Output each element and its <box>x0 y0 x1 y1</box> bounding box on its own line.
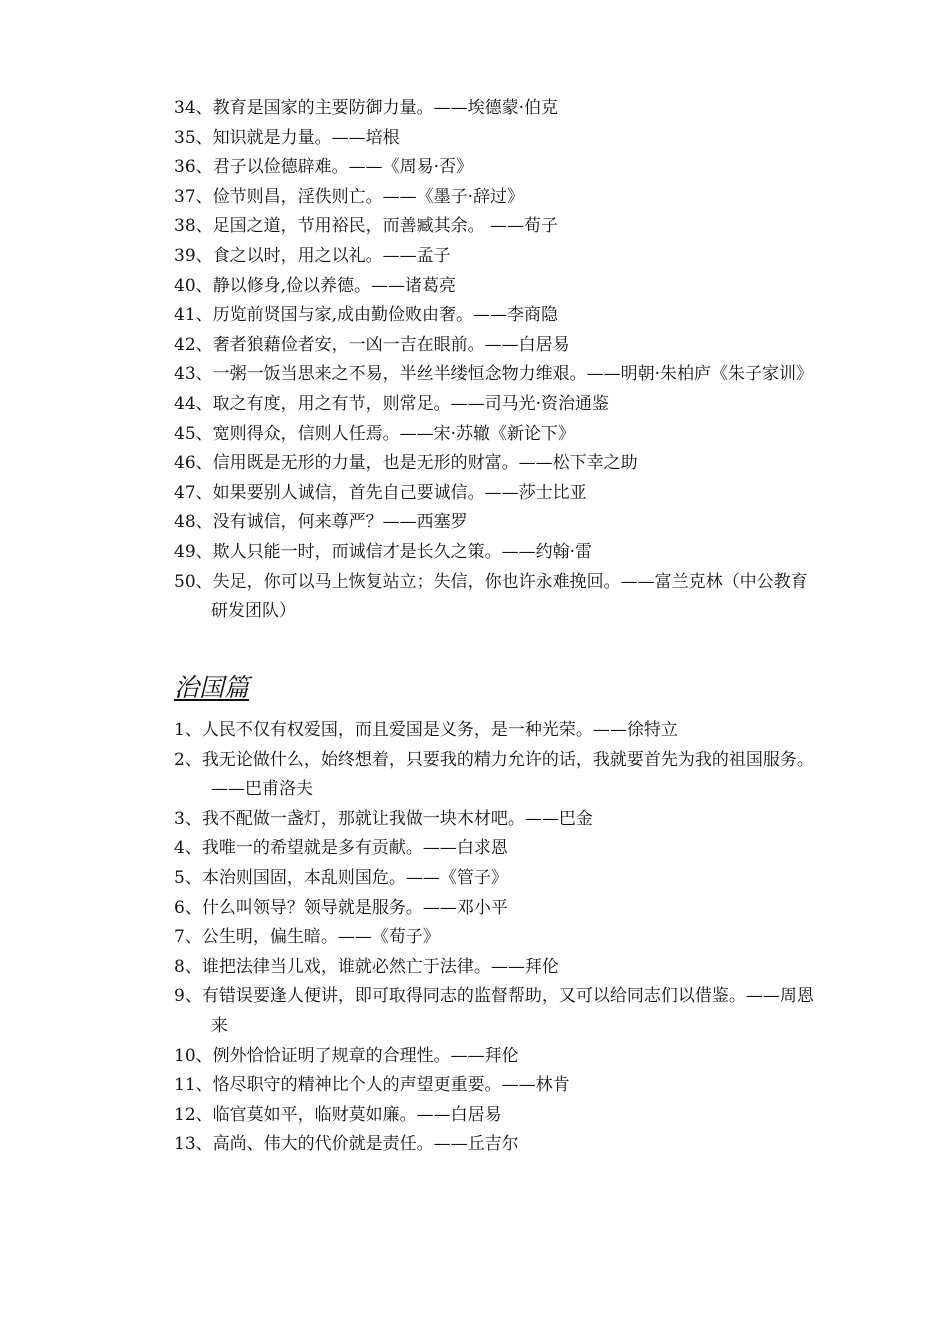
quote-item: 35、知识就是力量。——培根 <box>174 127 400 148</box>
section-heading: 治国篇 <box>174 673 250 702</box>
quote-item: 50、失足，你可以马上恢复站立；失信，你也许永难挽回。——富兰克林（中公教育研发团队） <box>174 571 808 622</box>
quote-item: 8、谁把法律当儿戏，谁就必然亡于法律。——拜伦 <box>174 956 559 977</box>
quote-item: 43、一粥一饭当思来之不易，半丝半缕恒念物力维艰。——明朝·朱柏庐《朱子家训》 <box>174 364 814 385</box>
quote-item: 4、我唯一的希望就是多有贡献。——白求恩 <box>174 838 508 859</box>
quote-item: 46、信用既是无形的力量，也是无形的财富。——松下幸之助 <box>174 453 638 474</box>
quote-list-continued <box>174 94 814 627</box>
quote-item: 39、食之以时，用之以礼。——孟子 <box>174 245 451 266</box>
quote-item: 48、没有诚信，何来尊严？——西塞罗 <box>174 512 468 533</box>
quote-item: 2、我无论做什么，始终想着，只要我的精力允许的话，我就要首先为我的祖国服务。——巴甫洛夫 <box>174 749 814 800</box>
quote-item: 9、有错误要逢人便讲，即可取得同志的监督帮助，又可以给同志们以借鉴。——周恩来 <box>174 986 814 1036</box>
quote-list-governance <box>174 716 814 1160</box>
quote-item: 47、如果要别人诚信，首先自己要诚信。——莎士比亚 <box>174 482 587 503</box>
quote-item: 45、宽则得众，信则人任焉。——宋·苏辙《新论下》 <box>174 423 576 444</box>
quote-item: 41、历览前贤国与家,成由勤俭败由奢。——李商隐 <box>174 305 559 326</box>
quote-item: 36、君子以俭德辟难。——《周易·否》 <box>174 157 474 178</box>
quote-item: 49、欺人只能一时，而诚信才是长久之策。——约翰·雷 <box>174 541 593 562</box>
quote-item: 40、静以修身,俭以养德。——诸葛亮 <box>174 275 457 296</box>
quote-item: 10、例外恰恰证明了规章的合理性。——拜伦 <box>174 1045 519 1066</box>
quote-item: 12、临官莫如平，临财莫如廉。——白居易 <box>174 1104 502 1125</box>
quote-item: 34、教育是国家的主要防御力量。——埃德蒙·伯克 <box>174 98 559 118</box>
quote-item: 38、足国之道，节用裕民，而善臧其余。 ——荀子 <box>174 216 559 237</box>
quote-item: 42、奢者狼藉俭者安，一凶一吉在眼前。——白居易 <box>174 334 570 355</box>
quote-item: 7、公生明，偏生暗。——《荀子》 <box>174 927 440 948</box>
quote-item: 5、本治则国固，本乱则国危。——《管子》 <box>174 867 508 888</box>
quote-item: 37、俭节则昌，淫佚则亡。——《墨子·辞过》 <box>174 186 525 207</box>
quote-item: 6、什么叫领导？领导就是服务。——邓小平 <box>174 897 508 918</box>
quote-item: 11、恪尽职守的精神比个人的声望更重要。——林肯 <box>174 1075 570 1096</box>
quote-item: 13、高尚、伟大的代价就是责任。——丘吉尔 <box>174 1134 519 1155</box>
quote-item: 1、人民不仅有权爱国，而且爱国是义务，是一种光荣。——徐特立 <box>174 720 678 740</box>
quote-item: 44、取之有度，用之有节，则常足。——司马光·资治通鉴 <box>174 393 610 414</box>
quote-item: 3、我不配做一盏灯，那就让我做一块木材吧。——巴金 <box>174 808 593 829</box>
